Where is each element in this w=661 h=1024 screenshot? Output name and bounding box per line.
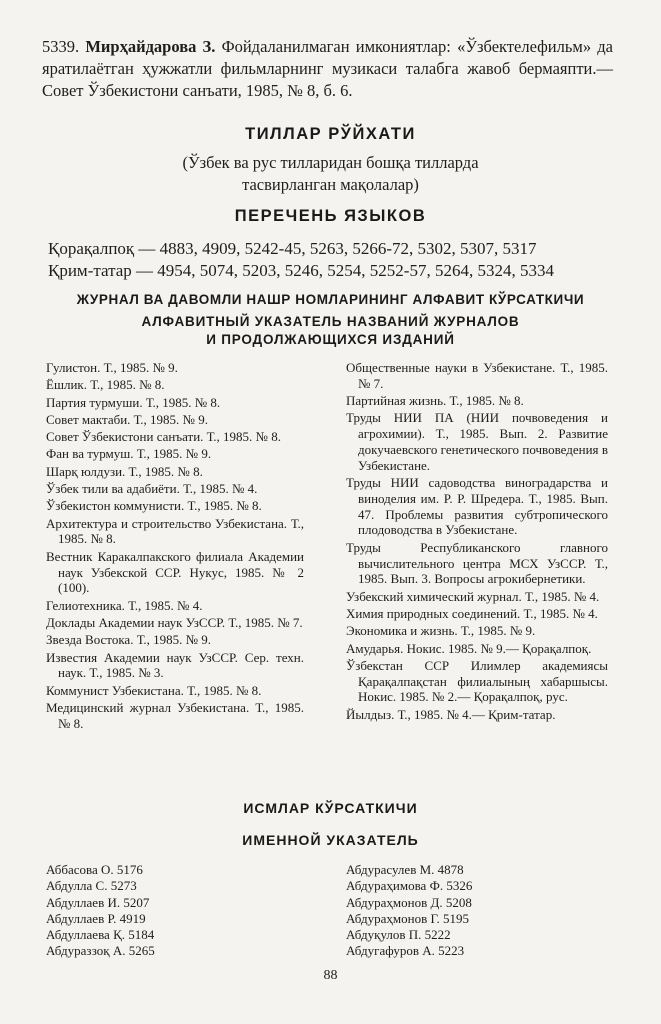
journal-item: Гулистон. Т., 1985. № 9.: [46, 360, 178, 375]
journal-item: Шарқ юлдузи. Т., 1985. № 8.: [46, 463, 203, 479]
journal-item: Ўзбекстан ССР Илимлер академиясы Қарақалпақстан филиалының хабаршысы. Нокис. 1985. № 2.— Қорақалпоқ, рус.: [346, 657, 608, 705]
name-item: Абдурасулев М. 4878: [346, 862, 464, 877]
name-item: Абдураҳимова Ф. 5326: [346, 878, 473, 894]
journal-item: Партия турмуши. Т., 1985. № 8.: [46, 394, 221, 410]
journal-item: Известия Академии наук УзССР. Сер. техн. наук. Т., 1985. № 3.: [46, 649, 304, 681]
languages-subtitle-line-2: тасвирланган мақолалар): [242, 175, 419, 194]
journal-item: Труды Республиканского главного вычислительного центра МСХ УзССР. Т., 1985. Вып. 3. Вопросы агрокибернетики.: [346, 539, 608, 587]
name-item: Абдураззоқ А. 5265: [46, 943, 155, 959]
journal-item: Амударья. Нокис. 1985. № 9.— Қорақалпоқ.: [346, 640, 592, 656]
names-title-ru: ИМЕННОЙ УКАЗАТЕЛЬ: [242, 832, 419, 848]
bibliography-entry: [42, 36, 613, 102]
journal-item: Архитектура и строительство Узбекистана. Т., 1985. № 8.: [46, 515, 304, 547]
journal-item: Гелиотехника. Т., 1985. № 4.: [46, 597, 203, 613]
name-item: Абдуллаева Қ. 5184: [46, 927, 155, 943]
name-item: Аббасова О. 5176: [46, 862, 143, 877]
journals-right-column: [346, 360, 608, 724]
journal-item: Узбекский химический журнал. Т., 1985. № 4.: [346, 588, 600, 604]
journal-item: Доклады Академии наук УзССР. Т., 1985. № 7.: [46, 614, 303, 630]
journal-item: Вестник Каракалпакского филиала Академии наук Узбекской ССР. Нукус, 1985. № 2 (100).: [46, 548, 304, 596]
names-right-column: [346, 862, 608, 960]
languages-subtitle-line-1: (Ўзбек ва рус тилларидан бошқа тилларда: [182, 153, 479, 172]
language-line-karakalpak: Қорақалпоқ — 4883, 4909, 5242-45, 5263, 5266-72, 5302, 5307, 5317: [48, 239, 537, 258]
journal-item: Труды НИИ садоводства виноградарства и виноделия им. Р. Р. Шредера. Т., 1985. Вып. 47. Проблемы развития субтропического плодоводства в Узбекистане.: [346, 475, 608, 538]
name-item: Абдуқулов П. 5222: [346, 927, 451, 943]
journal-item: Звезда Востока. Т., 1985. № 9.: [46, 632, 211, 648]
entry-author: Мирҳайдарова З.: [85, 37, 216, 56]
journal-item: Фан ва турмуш. Т., 1985. № 9.: [46, 446, 212, 462]
names-title-uz: ИСМЛАР КЎРСАТКИЧИ: [243, 800, 418, 816]
name-item: Абдугафуров А. 5223: [346, 943, 465, 959]
journals-title-ru-line-2: И ПРОДОЛЖАЮЩИХСЯ ИЗДАНИЙ: [206, 332, 455, 347]
journal-item: Медицинский журнал Узбекистана. Т., 1985. № 8.: [46, 699, 304, 731]
page-number: 88: [323, 968, 338, 983]
languages-title-uz: ТИЛЛАР РЎЙХАТИ: [245, 125, 416, 143]
journal-item: Ёшлик. Т., 1985. № 8.: [46, 377, 165, 393]
journal-item: Экономика и жизнь. Т., 1985. № 9.: [346, 623, 536, 639]
name-item: Абдулла С. 5273: [46, 878, 137, 894]
entry-text: Фойдаланилмаган имкониятлар: «Ўзбектелефильм» да яратилаётган ҳужжатли фильмларнинг музикаси талабга жавоб бермаяпти.— Совет Ўзбекистони санъати, 1985, № 8, б. 6.: [42, 37, 613, 100]
journal-item: Ўзбек тили ва адабиёти. Т., 1985. № 4.: [46, 481, 258, 497]
journals-title-ru-line-1: АЛФАВИТНЫЙ УКАЗАТЕЛЬ НАЗВАНИЙ ЖУРНАЛОВ: [141, 314, 520, 329]
journal-item: Йылдыз. Т., 1985. № 4.— Қрим-татар.: [346, 706, 556, 722]
journals-left-column: [46, 360, 304, 733]
name-item: Абдураҳмонов Д. 5208: [346, 894, 472, 910]
journal-item: Химия природных соединений. Т., 1985. № 4.: [346, 605, 598, 621]
language-line-crimean-tatar: Қрим-татар — 4954, 5074, 5203, 5246, 5254, 5252-57, 5264, 5324, 5334: [48, 261, 554, 280]
names-left-column: [46, 862, 304, 960]
journal-item: Совет мактаби. Т., 1985. № 9.: [46, 411, 208, 427]
languages-title-ru: ПЕРЕЧЕНЬ ЯЗЫКОВ: [234, 207, 427, 225]
entry-number: 5339.: [42, 37, 80, 56]
name-item: Абдуллаев И. 5207: [46, 894, 150, 910]
journal-item: Совет Ўзбекистони санъати. Т., 1985. № 8.: [46, 429, 281, 445]
journal-item: Партийная жизнь. Т., 1985. № 8.: [346, 393, 524, 409]
journals-title-uz: ЖУРНАЛ ВА ДАВОМЛИ НАШР НОМЛАРИНИНГ АЛФАВИТ КЎРСАТКИЧИ: [76, 292, 585, 307]
journal-item: Общественные науки в Узбекистане. Т., 1985. № 7.: [346, 360, 608, 391]
journal-item: Ўзбекистон коммунисти. Т., 1985. № 8.: [46, 498, 262, 514]
journal-item: Коммунист Узбекистана. Т., 1985. № 8.: [46, 682, 262, 698]
name-item: Абдураҳмонов Г. 5195: [346, 910, 470, 926]
journal-item: Труды НИИ ПА (НИИ почвоведения и агрохимии). Т., 1985. Вып. 2. Развитие докучаевского генетического почвоведения в Узбекистане.: [346, 410, 608, 473]
name-item: Абдуллаев Р. 4919: [46, 910, 146, 926]
